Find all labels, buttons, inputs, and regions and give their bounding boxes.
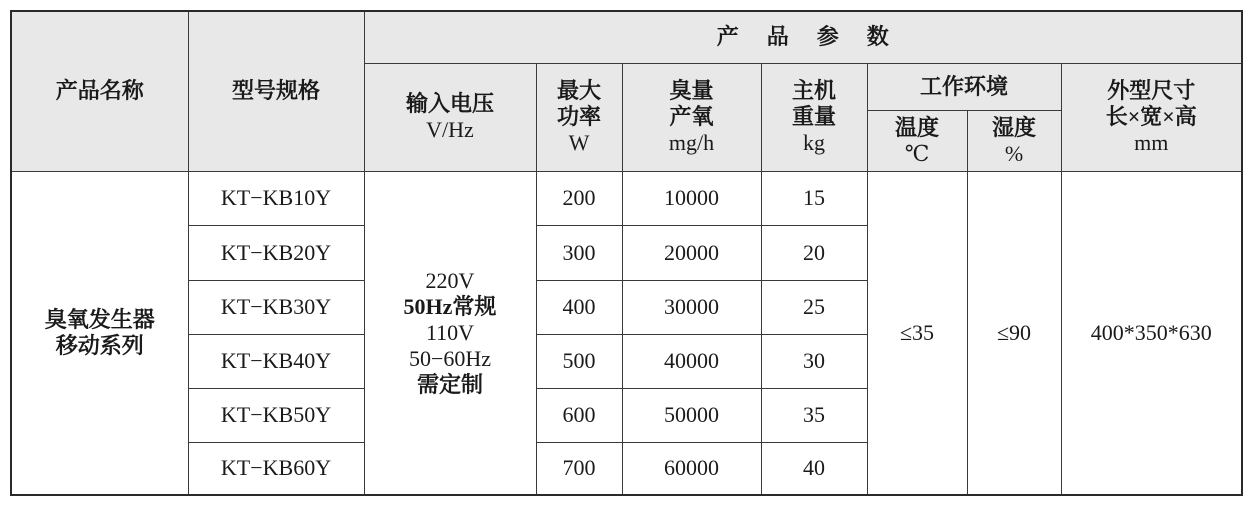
ozone-cell: 10000	[622, 171, 761, 225]
header-voltage-unit: V/Hz	[426, 117, 474, 142]
ozone-cell: 60000	[622, 442, 761, 495]
ozone-cell: 20000	[622, 225, 761, 280]
product-name-line-1: 臭氧发生器	[44, 306, 155, 332]
voltage-line-1: 220V	[425, 267, 475, 293]
product-spec-table	[10, 10, 1243, 496]
table-row	[11, 171, 1242, 225]
header-model-label: 型号规格	[231, 78, 320, 104]
header-dimensions-label: 外型尺寸	[1107, 78, 1196, 103]
header-model	[188, 11, 364, 171]
header-temperature-unit: ℃	[904, 140, 930, 166]
header-environment-label: 工作环境	[919, 73, 1008, 99]
product-name-line-2: 移动系列	[55, 332, 144, 358]
header-dimensions-formula: 长×宽×高	[1105, 104, 1197, 129]
voltage-cell	[364, 171, 536, 495]
weight-cell: 25	[761, 280, 867, 334]
humidity-cell: ≤90	[967, 171, 1061, 495]
model-cell: KT−KB10Y	[188, 171, 364, 225]
weight-cell: 30	[761, 334, 867, 388]
header-dimensions-unit: mm	[1134, 130, 1169, 155]
header-ozone-label-2: 产氧	[669, 104, 714, 129]
header-product-name-label: 产品名称	[55, 78, 144, 104]
header-params	[364, 11, 1242, 63]
header-voltage	[364, 63, 536, 171]
header-humidity	[967, 110, 1061, 171]
header-weight	[761, 63, 867, 171]
model-cell: KT−KB60Y	[188, 442, 364, 495]
product-name-cell	[11, 171, 188, 495]
voltage-line-2: 50Hz常规	[403, 293, 497, 319]
header-voltage-label: 输入电压	[405, 91, 494, 116]
temperature-cell: ≤35	[867, 171, 967, 495]
model-cell: KT−KB40Y	[188, 334, 364, 388]
header-ozone-label-1: 臭量	[669, 78, 714, 103]
weight-cell: 40	[761, 442, 867, 495]
header-product-name	[11, 11, 188, 171]
weight-cell: 35	[761, 388, 867, 442]
power-cell: 500	[536, 334, 622, 388]
header-environment	[867, 63, 1061, 110]
voltage-line-4: 50−60Hz	[408, 345, 492, 371]
header-power-unit: W	[568, 130, 590, 155]
power-cell: 700	[536, 442, 622, 495]
header-weight-unit: kg	[803, 130, 825, 155]
dimensions-cell: 400*350*630	[1061, 171, 1242, 495]
model-cell: KT−KB20Y	[188, 225, 364, 280]
header-temperature	[867, 110, 967, 171]
header-row-1	[11, 11, 1242, 63]
header-ozone-unit: mg/h	[668, 130, 715, 155]
power-cell: 300	[536, 225, 622, 280]
ozone-cell: 50000	[622, 388, 761, 442]
header-power	[536, 63, 622, 171]
header-ozone	[622, 63, 761, 171]
ozone-cell: 40000	[622, 334, 761, 388]
model-cell: KT−KB50Y	[188, 388, 364, 442]
voltage-line-5: 需定制	[416, 371, 483, 397]
power-cell: 600	[536, 388, 622, 442]
header-weight-label-1: 主机	[791, 78, 836, 103]
header-temperature-label: 温度	[894, 114, 939, 140]
header-params-label: 产品参数	[716, 24, 917, 50]
power-cell: 200	[536, 171, 622, 225]
header-humidity-label: 湿度	[991, 114, 1036, 140]
ozone-cell: 30000	[622, 280, 761, 334]
header-weight-label-2: 重量	[791, 104, 836, 129]
weight-cell: 15	[761, 171, 867, 225]
header-dimensions	[1061, 63, 1242, 171]
voltage-line-3: 110V	[425, 319, 475, 345]
header-humidity-unit: %	[1004, 140, 1024, 166]
power-cell: 400	[536, 280, 622, 334]
header-power-label-2: 功率	[556, 104, 601, 129]
weight-cell: 20	[761, 225, 867, 280]
model-cell: KT−KB30Y	[188, 280, 364, 334]
header-power-label-1: 最大	[556, 78, 601, 103]
